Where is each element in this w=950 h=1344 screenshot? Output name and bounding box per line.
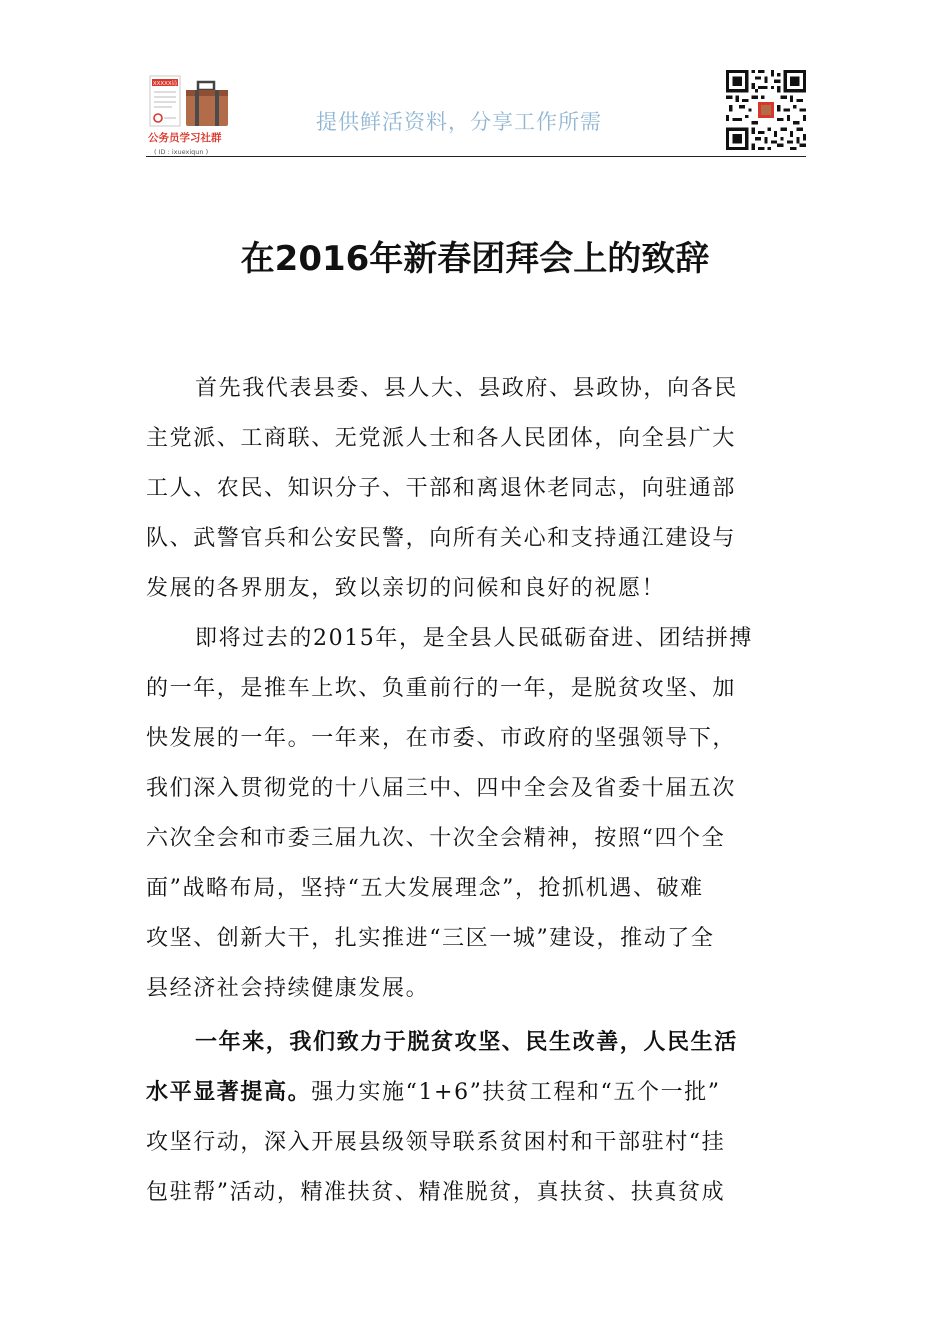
text-line: 县经济社会持续健康发展。 bbox=[146, 976, 430, 1001]
logo-badge-text: XXXXX局 bbox=[152, 81, 178, 87]
text-line: 六次全会和市委三届九次、十次全会精神，按照“四个全 bbox=[146, 826, 726, 851]
text-line: 主党派、工商联、无党派人士和各人民团体，向全县广大 bbox=[146, 426, 737, 451]
text-line: 的一年，是推车上坎、负重前行的一年，是脱贫攻坚、加 bbox=[146, 676, 737, 701]
logo-name: 公务员学习社群 bbox=[148, 132, 222, 144]
paragraph-greeting bbox=[146, 364, 804, 614]
document-body bbox=[146, 364, 804, 1218]
bold-heading-line: 一年来，我们致力于脱贫攻坚、民生改善，人民生活 bbox=[195, 1030, 738, 1055]
text-line bbox=[146, 1068, 804, 1118]
text-line: 攻坚行动，深入开展县级领导联系贫困村和干部驻村“挂 bbox=[146, 1130, 726, 1155]
text-line: 工人、农民、知识分子、干部和离退休老同志，向驻通部 bbox=[146, 476, 737, 501]
document-title: 在2016年新春团拜会上的致辞 bbox=[240, 238, 710, 279]
text-line: 攻坚、创新大干，扎实推进“三区一城”建设，推动了全 bbox=[146, 926, 715, 951]
text-line: 即将过去的2015年，是全县人民砥砺奋进、团结拼搏 bbox=[195, 626, 753, 651]
text-line: 发展的各界朋友，致以亲切的问候和良好的祝愿！ bbox=[146, 576, 666, 601]
text-run: 强力实施“1+6”扶贫工程和“五个一批” bbox=[311, 1080, 721, 1105]
paragraph-poverty-alleviation bbox=[146, 1018, 804, 1218]
text-line: 我们深入贯彻党的十八届三中、四中全会及省委十届五次 bbox=[146, 776, 737, 801]
header-divider bbox=[146, 156, 806, 157]
text-line: 队、武警官兵和公安民警，向所有关心和支持通江建设与 bbox=[146, 526, 737, 551]
paragraph-review bbox=[146, 614, 804, 1014]
briefcase-logo-icon bbox=[146, 72, 246, 158]
header-tagline: 提供鲜活资料，分享工作所需 bbox=[316, 110, 602, 134]
text-line: 包驻帮”活动，精准扶贫、精准脱贫，真扶贫、扶真贫成 bbox=[146, 1180, 726, 1205]
qr-code-icon bbox=[726, 70, 806, 150]
page-header bbox=[146, 66, 806, 158]
logo-id: ( ID : ixuexiqun ) bbox=[154, 148, 209, 156]
bold-heading-tail: 水平显著提高。 bbox=[146, 1080, 312, 1105]
text-line: 首先我代表县委、县人大、县政府、县政协，向各民 bbox=[195, 376, 738, 401]
text-line: 快发展的一年。一年来，在市委、市政府的坚强领导下， bbox=[146, 726, 737, 751]
text-line: 面”战略布局，坚持“五大发展理念”，抢抓机遇、破难 bbox=[146, 876, 704, 901]
